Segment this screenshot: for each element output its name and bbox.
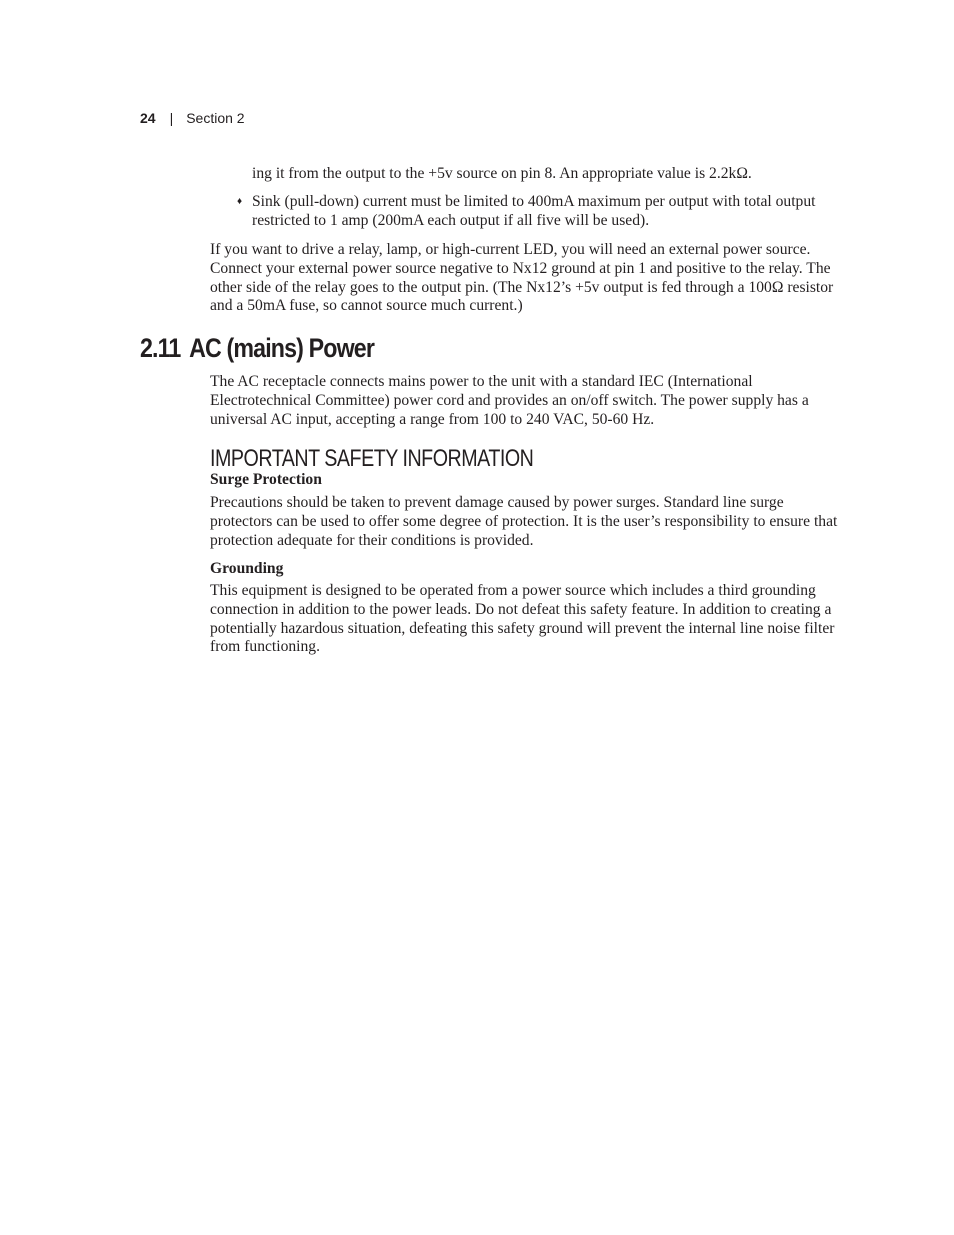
ac-power-paragraph: The AC receptacle connects mains power to the unit with a standard IEC (International Electrotechnical Committee) power cord and provides an on/off switch. The power supply has a universal AC input, accepting a range from 100 to 240 VAC, 50-60 Hz.: [210, 373, 809, 428]
relay-paragraph: If you want to drive a relay, lamp, or high-current LED, you will need an external power source. Connect your external power source negative to Nx12 ground at pin 1 and positive to the relay. The other side of the relay goes to the output pin. (The Nx12’s +5v output is fed through a 100Ω resistor and a 50mA fuse, so cannot source much current.): [210, 241, 834, 315]
header-separator: |: [169, 110, 174, 126]
section-number: 2.11: [140, 333, 181, 363]
section-heading: [140, 330, 374, 366]
grounding-paragraph: This equipment is designed to be operated from a power source which includes a third grounding connection in addition to the power leads. Do not defeat this safety feature. In addition to creating a potentially hazardous situation, defeating this safety ground will prevent the internal line noise filter from functioning.: [210, 582, 835, 656]
running-header: [140, 108, 245, 128]
surge-protection-paragraph: Precautions should be taken to prevent damage caused by power surges. Standard line surge protectors can be used to offer some degree of protection. It is the user’s responsibility to ensure that protection adequate for their conditions is provided.: [210, 494, 838, 549]
section-title: AC (mains) Power: [189, 333, 375, 363]
surge-protection-title: Surge Protection: [210, 471, 322, 488]
list-item: [237, 193, 837, 231]
grounding-title: Grounding: [210, 560, 284, 577]
diamond-bullet-icon: ♦: [237, 196, 243, 207]
section-label: Section 2: [186, 110, 245, 126]
continued-bullet-line: ing it from the output to the +5v source on pin 8. An appropriate value is 2.2kΩ.: [252, 165, 752, 182]
safety-heading: IMPORTANT SAFETY INFORMATION: [210, 445, 534, 472]
bullet-text: Sink (pull-down) current must be limited to 400mA maximum per output with total output restricted to 1 amp (200mA each output if all five will be used).: [252, 193, 816, 229]
page-number: 24: [140, 110, 156, 126]
